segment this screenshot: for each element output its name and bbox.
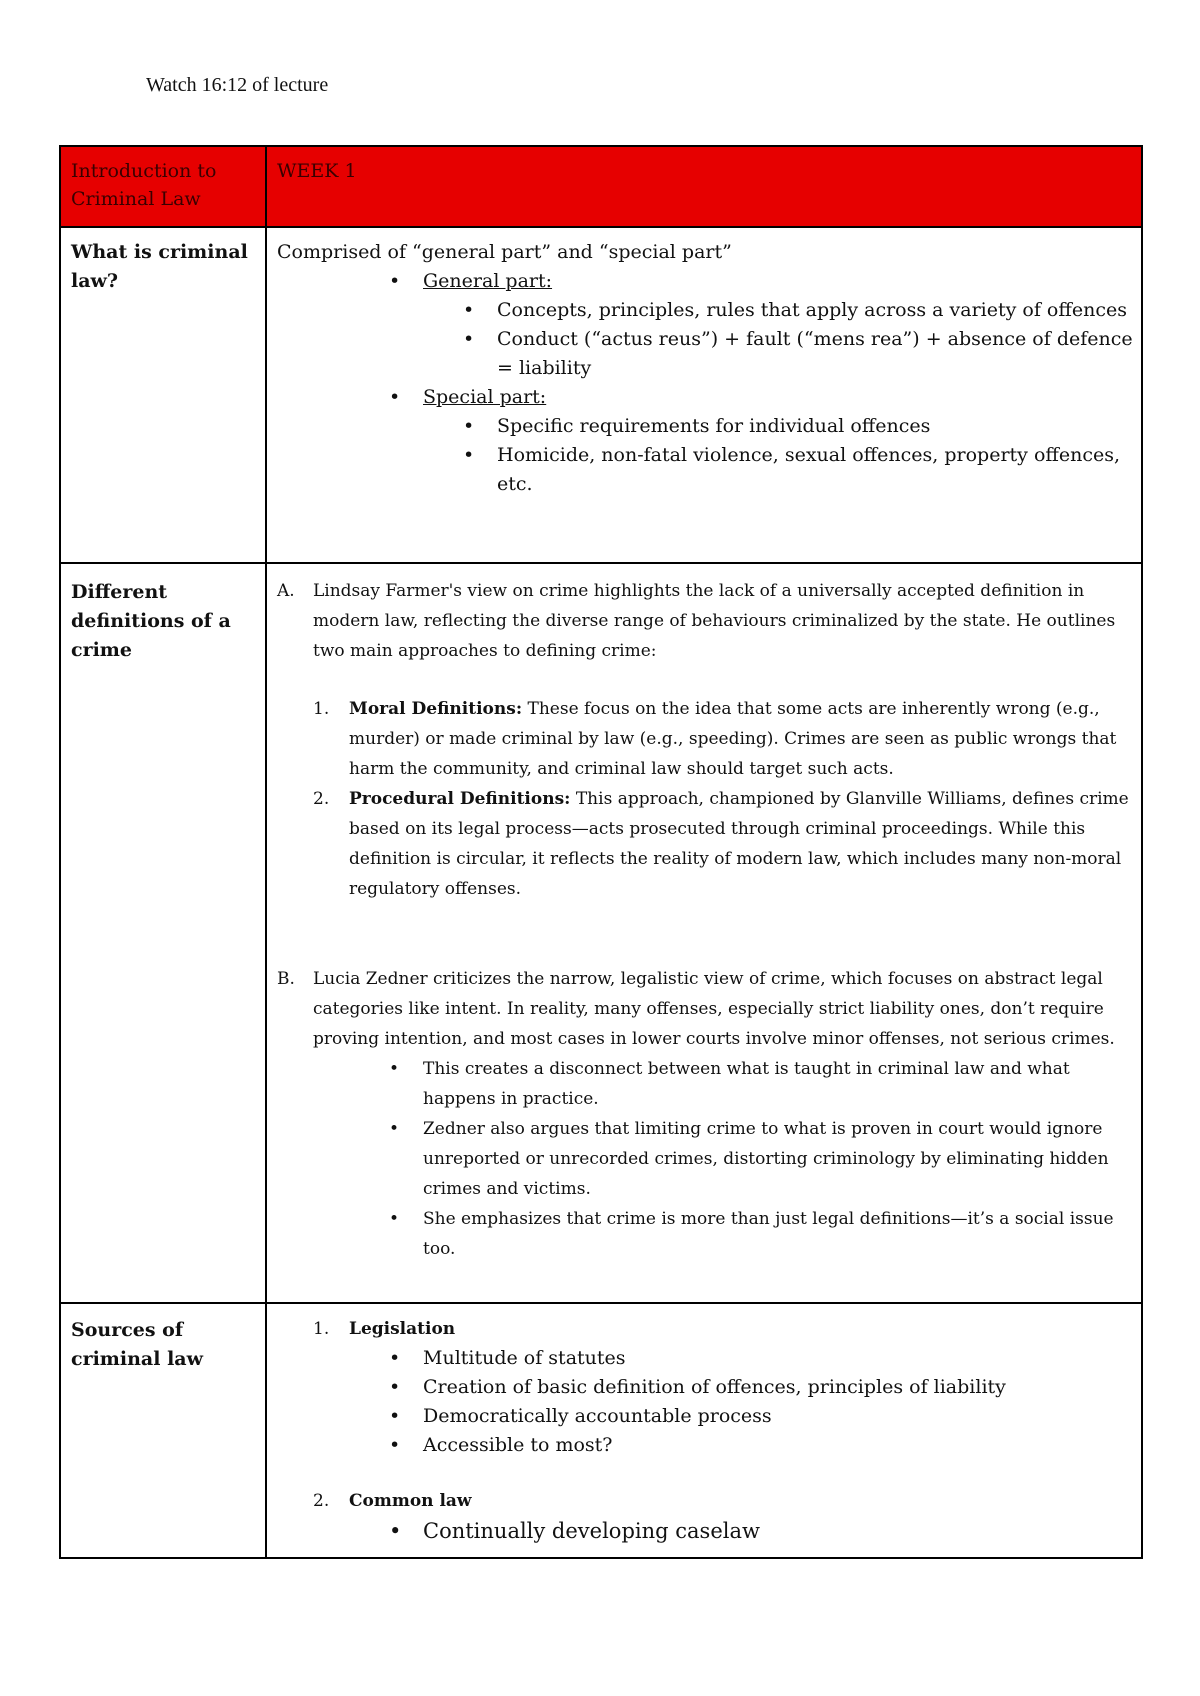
list-item [313, 784, 1133, 904]
list-item: • This creates a disconnect between what is taught in criminal law and what happens in practice. [423, 1054, 1133, 1114]
list-item: • She emphasizes that crime is more than just legal definitions—it’s a social issue too. [423, 1204, 1133, 1264]
what-intro: Comprised of “general part” and “special part” [277, 241, 732, 263]
row-label-definitions: Different definitions of a crime [60, 563, 266, 1303]
definition-b-text: Lucia Zedner criticizes the narrow, legalistic view of crime, which focuses on abstract legal categories like intent. In reality, many offenses, especially strict liability ones, don’t require proving intention, and most cases in lower courts involve minor offenses, not serious crimes. [313, 969, 1115, 1049]
list-item [313, 694, 1133, 784]
row-content-definitions [266, 563, 1142, 1303]
definition-a [277, 576, 1133, 666]
item-title: Legislation [349, 1319, 456, 1339]
list-item: • Democratically accountable process [423, 1402, 1133, 1431]
table-row [60, 227, 1142, 563]
item-text: These focus on the idea that some acts are inherently wrong (e.g., murder) or made criminal by law (e.g., speeding). Crimes are seen as public wrongs that harm the community, and criminal law should target such acts. [349, 699, 1117, 779]
source-item-legislation [313, 1314, 1133, 1344]
list-item: • Concepts, principles, rules that apply across a variety of offences [497, 296, 1133, 325]
row-content-sources [266, 1303, 1142, 1558]
notes-table [59, 145, 1143, 1559]
row-label-sources: Sources of criminal law [60, 1303, 266, 1558]
list-item: • Specific requirements for individual offences [497, 412, 1133, 441]
item-title: Moral Definitions: [349, 699, 523, 719]
table-row [60, 563, 1142, 1303]
definition-a-text: Lindsay Farmer's view on crime highlights the lack of a universally accepted definition in modern law, reflecting the diverse range of behaviours criminalized by the state. He outlines two main approaches to defining crime: [313, 581, 1116, 661]
definition-b [277, 964, 1133, 1054]
list-item: • Conduct (“actus reus”) + fault (“mens rea”) + absence of defence = liability [497, 325, 1133, 383]
source-item-common-law [313, 1486, 1133, 1516]
table-row [60, 1303, 1142, 1558]
list-item: • Homicide, non-fatal violence, sexual offences, property offences, etc. [497, 441, 1133, 499]
special-part-label: • Special part: [423, 383, 1133, 412]
general-part-label: • General part: [423, 267, 1133, 296]
item-marker: 2. [313, 1491, 330, 1511]
item-marker: 2. [313, 789, 330, 809]
header-week: WEEK 1 [266, 146, 1142, 227]
row-label-what: What is criminal law? [60, 227, 266, 563]
list-item: • Accessible to most? [423, 1431, 1133, 1460]
definition-b-marker: B. [277, 969, 295, 989]
list-item: • Multitude of statutes [423, 1344, 1133, 1373]
header-topic: Introduction to Criminal Law [60, 146, 266, 227]
definition-a-marker: A. [277, 581, 295, 601]
item-title: Common law [349, 1491, 472, 1511]
list-item: • Continually developing caselaw [423, 1516, 1133, 1546]
item-title: Procedural Definitions: [349, 789, 571, 809]
item-marker: 1. [313, 1319, 330, 1339]
item-marker: 1. [313, 699, 330, 719]
list-item: • Zedner also argues that limiting crime to what is proven in court would ignore unreported or unrecorded crimes, distorting criminology by eliminating hidden crimes and victims. [423, 1114, 1133, 1204]
lecture-note: Watch 16:12 of lecture [146, 74, 329, 96]
item-text: This approach, championed by Glanville Williams, defines crime based on its legal process—acts prosecuted through criminal proceedings. While this definition is circular, it reflects the reality of modern law, which includes many non-moral regulatory offenses. [349, 789, 1129, 899]
list-item: • Creation of basic definition of offences, principles of liability [423, 1373, 1133, 1402]
table-header-row [60, 146, 1142, 227]
row-content-what [266, 227, 1142, 563]
